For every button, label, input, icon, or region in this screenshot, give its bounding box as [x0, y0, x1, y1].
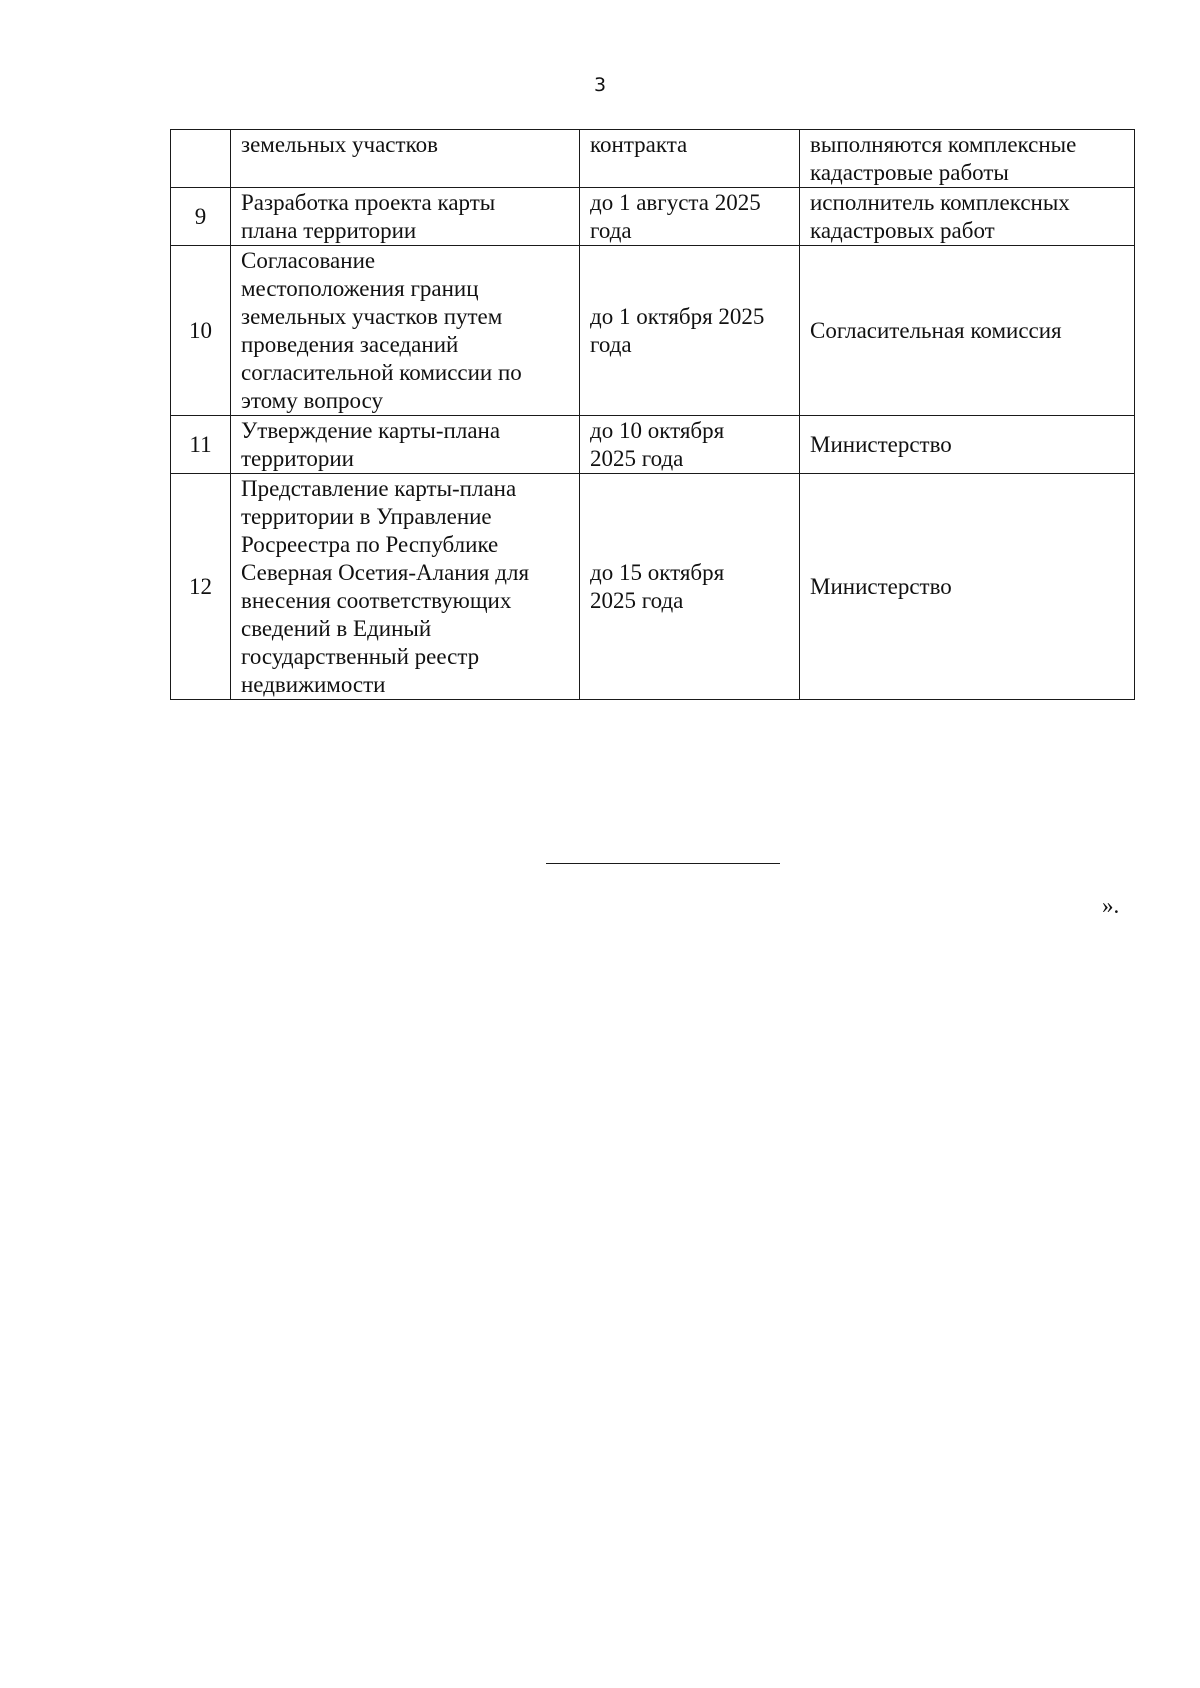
- row-number-cell: [171, 130, 231, 188]
- row-number-cell: 11: [171, 416, 231, 474]
- responsible-cell: исполнитель комплексных кадастровых работ: [800, 188, 1135, 246]
- term-cell: до 1 октября 2025 года: [580, 246, 800, 416]
- action-cell: земельных участков: [231, 130, 580, 188]
- action-cell: Представление карты-плана территории в Управление Росреестра по Республике Северная Осетия-Алания для внесения соответствующих сведений в Единый государственный реестр недвижимости: [231, 474, 580, 700]
- term-cell: контракта: [580, 130, 800, 188]
- table-row-11: [171, 416, 1135, 474]
- table-row-12: [171, 474, 1135, 700]
- action-cell: Утверждение карты-плана территории: [231, 416, 580, 474]
- schedule-table: [170, 129, 1135, 700]
- table-row-10: [171, 246, 1135, 416]
- page-number: 3: [593, 74, 607, 96]
- action-cell: Разработка проекта карты плана территории: [231, 188, 580, 246]
- term-cell: до 15 октября 2025 года: [580, 474, 800, 700]
- row-number-cell: 9: [171, 188, 231, 246]
- table-row-continued: [171, 130, 1135, 188]
- responsible-cell: Министерство: [800, 474, 1135, 700]
- row-number-cell: 12: [171, 474, 231, 700]
- responsible-cell: Министерство: [800, 416, 1135, 474]
- end-divider-line: [546, 863, 780, 864]
- term-cell: до 10 октября 2025 года: [580, 416, 800, 474]
- term-cell: до 1 августа 2025 года: [580, 188, 800, 246]
- responsible-cell: Согласительная комиссия: [800, 246, 1135, 416]
- closing-quote-mark: ».: [1102, 893, 1120, 918]
- table-row-9: [171, 188, 1135, 246]
- action-cell: Согласование местоположения границ земельных участков путем проведения заседаний согласительной комиссии по этому вопросу: [231, 246, 580, 416]
- responsible-cell: выполняются комплексные кадастровые работы: [800, 130, 1135, 188]
- row-number-cell: 10: [171, 246, 231, 416]
